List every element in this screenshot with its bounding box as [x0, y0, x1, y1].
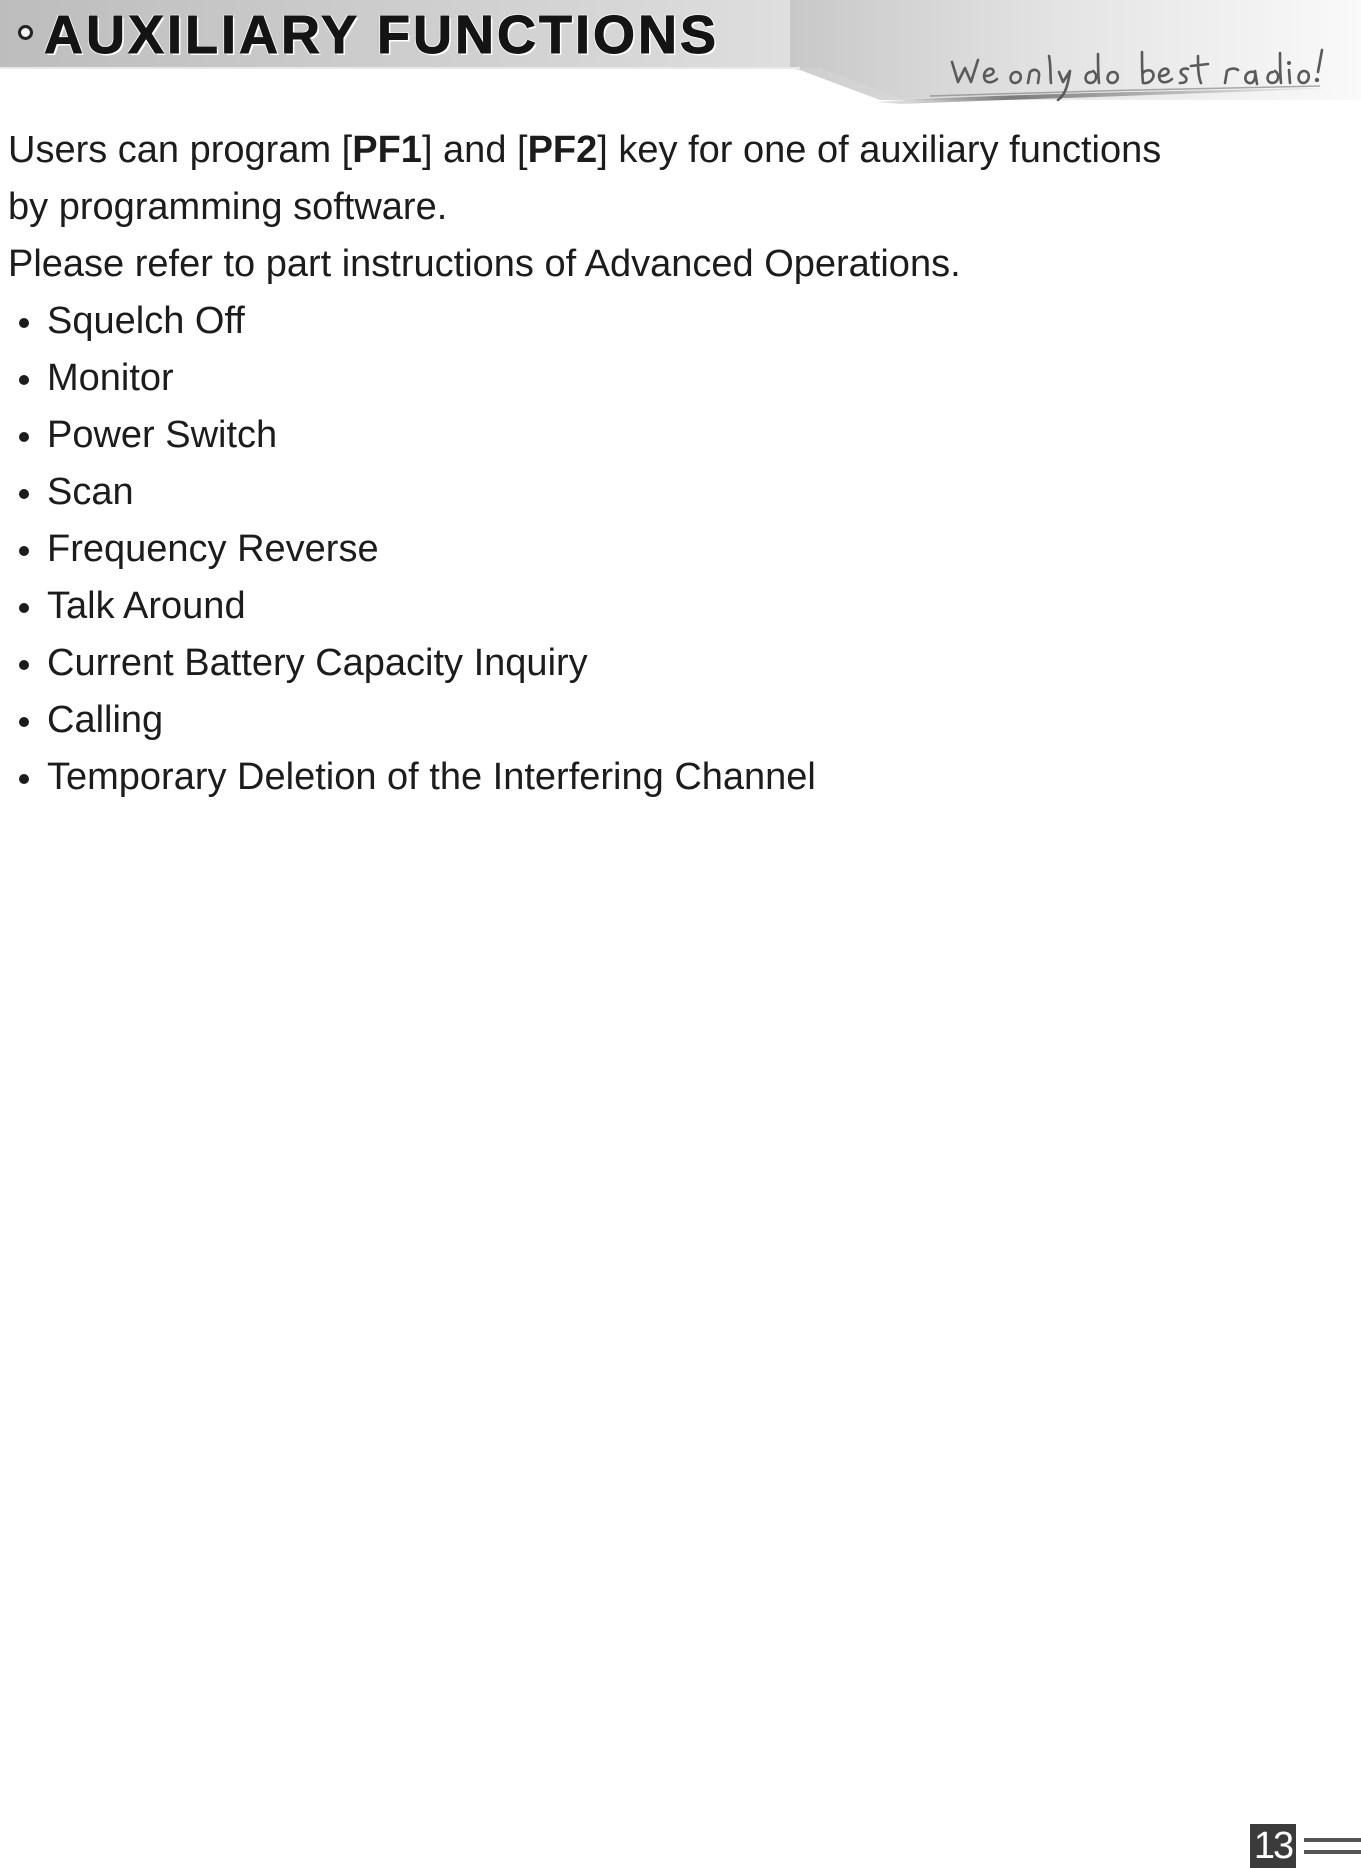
bullet-icon	[19, 603, 29, 613]
slogan-logo	[870, 38, 1340, 108]
intro-text-segment: Users can program [	[8, 129, 353, 171]
key-label-pf2: PF2	[527, 129, 598, 171]
list-item-label: Power Switch	[47, 414, 278, 456]
list-item-label: Monitor	[47, 357, 174, 399]
list-item	[8, 521, 1348, 578]
list-item-label: Temporary Deletion of the Interfering Channel	[47, 756, 816, 798]
list-item	[8, 749, 1348, 806]
header-banner	[0, 0, 1361, 110]
list-item-label: Frequency Reverse	[47, 528, 379, 570]
bullet-icon	[19, 717, 29, 727]
list-item	[8, 407, 1348, 464]
page-title: AUXILIARY FUNCTIONS	[44, 5, 720, 65]
list-item	[8, 578, 1348, 635]
list-item-label: Current Battery Capacity Inquiry	[47, 642, 588, 684]
feature-list	[8, 293, 1348, 806]
bullet-icon	[19, 660, 29, 670]
page-number-lines-icon	[1304, 1832, 1361, 1862]
list-item-label: Talk Around	[47, 585, 246, 627]
intro-line-2: by programming software.	[8, 186, 448, 228]
bullet-icon	[19, 546, 29, 556]
list-item	[8, 692, 1348, 749]
bullet-icon	[19, 774, 29, 784]
key-label-pf1: PF1	[352, 129, 422, 171]
intro-line-3: Please refer to part instructions of Advanced Operations.	[8, 243, 961, 285]
intro-text-segment: ] and [	[421, 129, 528, 171]
bullet-icon	[19, 489, 29, 499]
bullet-icon	[19, 432, 29, 442]
list-item	[8, 635, 1348, 692]
bullet-icon	[19, 318, 29, 328]
list-item-label: Squelch Off	[47, 300, 245, 342]
main-content	[8, 122, 1348, 806]
page-number: 13	[1250, 1824, 1296, 1868]
list-item	[8, 350, 1348, 407]
list-item	[8, 293, 1348, 350]
title-bullet-icon	[18, 25, 33, 40]
list-item-label: Calling	[47, 699, 164, 741]
intro-line-1	[8, 122, 1348, 179]
intro-text-segment: ] key for one of auxiliary functions	[597, 129, 1162, 171]
list-item	[8, 464, 1348, 521]
list-item-label: Scan	[47, 471, 134, 513]
bullet-icon	[19, 375, 29, 385]
